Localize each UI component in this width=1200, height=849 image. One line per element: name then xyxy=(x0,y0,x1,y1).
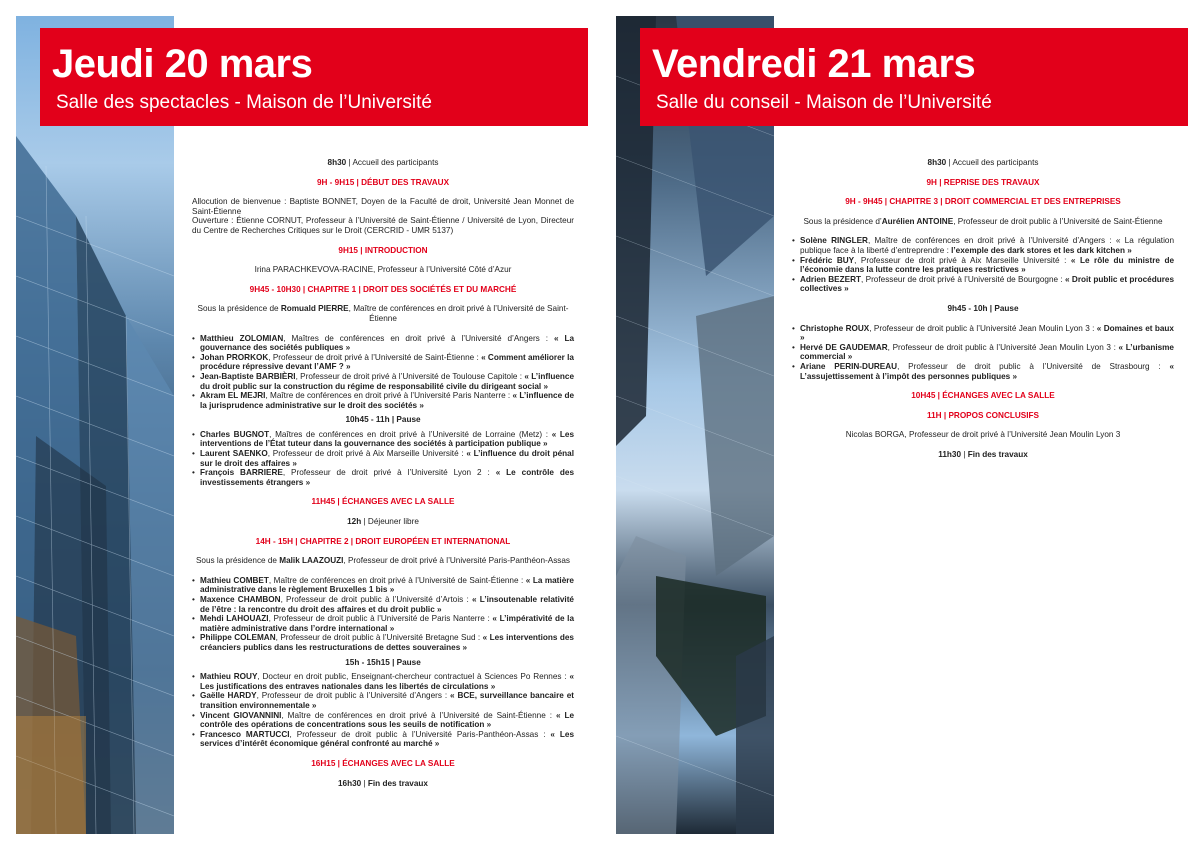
list-item: • Frédéric BUY, Professeur de droit privé à Aix Marseille Université : « Le rôle du ministre de l’économie dans la lutte contre les pratiques restrictives » xyxy=(792,256,1174,275)
chapter-2b-speakers xyxy=(192,672,574,749)
building-photo xyxy=(616,16,774,834)
list-item: • Laurent SAENKO, Professeur de droit privé à Aix Marseille Université : « L’influence du droit pénal sur le droit des affaires » xyxy=(192,449,574,468)
intro-speaker: Irina PARACHKEVOVA-RACINE, Professeur à l’Université Côté d’Azur xyxy=(254,265,512,275)
list-item: • Christophe ROUX, Professeur de droit public à l’Université Jean Moulin Lyon 3 : « Domaines et baux » xyxy=(792,324,1174,343)
building-photo xyxy=(16,16,174,834)
section-heading-introduction: 9H15 | INTRODUCTION xyxy=(338,245,428,255)
section-heading-chapter-3: 9H - 9H45 | CHAPITRE 3 | DROIT COMMERCIAL ET DES ENTREPRISES xyxy=(845,197,1121,207)
list-item: • Matthieu ZOLOMIAN, Maîtres de conférences en droit privé à l’Université d’Angers : « La gouvernance des sociétés publiques » xyxy=(192,334,574,353)
list-item: • Vincent GIOVANNINI, Maître de conférences en droit privé à l’Université de Saint-Étienne : « Le contrôle des opérations de concentrations sous les seuils de notification » xyxy=(192,711,574,730)
list-item: • Charles BUGNOT, Maîtres de conférences en droit privé à l’Université de Lorraine (Metz) : « Les interventions de l’État tuteur dans la gouvernance des sociétés à participation publique » xyxy=(192,430,574,449)
program-page-friday xyxy=(616,16,1188,834)
chapter-2-speakers xyxy=(192,576,574,653)
agenda-item-dejeuner: 12h | Déjeuner libre xyxy=(347,517,419,527)
list-item: • Adrien BEZERT, Professeur de droit privé à l’Université de Bourgogne : « Droit public et procédures collectives » xyxy=(792,275,1174,294)
conclusion-speaker: Nicolas BORGA, Professeur de droit privé à l’Université Jean Moulin Lyon 3 xyxy=(845,430,1121,440)
chapter-3b-speakers xyxy=(792,324,1174,382)
day-title: Vendredi 21 mars xyxy=(652,42,976,86)
list-item: • Philippe COLEMAN, Professeur de droit public à l’Université Bretagne Sud : « Les interventions des créanciers publics dans les restructurations de dettes souveraines » xyxy=(192,633,574,652)
section-heading-chapter-1: 9H45 - 10H30 | CHAPITRE 1 | DROIT DES SOCIÉTÉS ET DU MARCHÉ xyxy=(249,284,517,294)
agenda-item-fin: 11h30 | Fin des travaux xyxy=(938,449,1028,459)
chapter-2-chair: Sous la présidence de Malik LAAZOUZI, Professeur de droit privé à l’Université Paris-Panthéon-Assas xyxy=(195,556,571,566)
list-item: • Mathieu COMBET, Maître de conférences en droit privé à l’Université de Saint-Étienne : « La matière administrative dans le règlement Bruxelles 1 bis » xyxy=(192,576,574,595)
section-heading-propos: 11H | PROPOS CONCLUSIFS xyxy=(927,410,1039,420)
section-heading-reprise: 9H | REPRISE DES TRAVAUX xyxy=(926,177,1040,187)
chapter-1-chair: Sous la présidence de Romuald PIERRE, Maître de conférences en droit privé à l’Université de Saint-Étienne xyxy=(197,304,569,323)
day-title: Jeudi 20 mars xyxy=(52,42,313,86)
pause-2: 15h - 15h15 | Pause xyxy=(345,657,421,667)
list-item: • Johan PRORKOK, Professeur de droit privé à l’Université de Saint-Étienne : « Comment améliorer la procédure répressive devant l’AMF ? » xyxy=(192,353,574,372)
chapter-3-chair: Sous la présidence d’Aurélien ANTOINE, Professeur de droit public à l’Université de Saint-Étienne xyxy=(803,216,1163,226)
section-heading-echanges-2: 16H15 | ÉCHANGES AVEC LA SALLE xyxy=(311,758,455,768)
agenda-item-accueil: 8h30 | Accueil des participants xyxy=(327,158,439,167)
opening-paragraph: Ouverture : Étienne CORNUT, Professeur à l’Université de Saint-Étienne / Université de Lyon, Directeur du Centre de Recherches Critiques sur le Droit (CERCRID - UMR 5137) xyxy=(192,216,574,235)
list-item: • Ariane PERIN-DUREAU, Professeur de droit public à l’Université de Strasbourg : « L’assujettissement à l’impôt des personnes publiques » xyxy=(792,362,1174,381)
section-heading-echanges: 10H45 | ÉCHANGES AVEC LA SALLE xyxy=(911,391,1055,401)
section-heading-chapter-2: 14H - 15H | CHAPITRE 2 | DROIT EUROPÉEN ET INTERNATIONAL xyxy=(255,536,511,546)
program-page-thursday xyxy=(16,16,588,834)
list-item: • Francesco MARTUCCI, Professeur de droit public à l’Université Paris-Panthéon-Assas : « Les services d’intérêt économique général confronté au marché » xyxy=(192,730,574,749)
day-banner xyxy=(40,28,588,126)
list-item: • Maxence CHAMBON, Professeur de droit public à l’Université d’Artois : « L’insoutenable relativité de l’être : la rencontre du droit des affaires et du droit public » xyxy=(192,595,574,614)
list-item: • Mathieu ROUY, Docteur en droit public, Enseignant-chercheur contractuel à Sciences Po Rennes : « Les justifications des entraves nationales dans les libertés de circulations » xyxy=(192,672,574,691)
section-heading-echanges-1: 11H45 | ÉCHANGES AVEC LA SALLE xyxy=(311,497,455,507)
list-item: • François BARRIERE, Professeur de droit privé à l’Université Lyon 2 : « Le contrôle des investissements étrangers » xyxy=(192,468,574,487)
skyscraper-illustration xyxy=(616,16,774,834)
list-item: • Gaëlle HARDY, Professeur de droit public à l’Université d’Angers : « BCE, surveillance bancaire et transition environnementale » xyxy=(192,691,574,710)
chapter-1-speakers xyxy=(192,334,574,411)
pause-3: 9h45 - 10h | Pause xyxy=(947,303,1019,313)
program-content xyxy=(192,158,574,788)
skyscraper-illustration xyxy=(16,16,174,834)
list-item: • Akram EL MEJRI, Maître de conférences en droit privé à l’Université Paris Nanterre : « L’influence de la jurisprudence administrative sur le droit des sociétés » xyxy=(192,391,574,410)
venue-subtitle: Salle du conseil - Maison de l’Université xyxy=(656,92,992,113)
list-item: • Mehdi LAHOUAZI, Professeur de droit public à l’Université de Paris Nanterre : « L’impérativité de la matière administrative dans l’ordre international » xyxy=(192,614,574,633)
list-item: • Hervé DE GAUDEMAR, Professeur de droit public à l’Université Jean Moulin Lyon 3 : « L’urbanisme commercial » xyxy=(792,343,1174,362)
chapter-1b-speakers xyxy=(192,430,574,488)
program-content xyxy=(792,158,1174,459)
welcome-paragraph: Allocution de bienvenue : Baptiste BONNET, Doyen de la Faculté de droit, Université Jean Monnet de Saint-Étienne xyxy=(192,197,574,216)
chapter-3-speakers xyxy=(792,236,1174,294)
pause-1: 10h45 - 11h | Pause xyxy=(345,415,421,425)
agenda-item-fin: 16h30 | Fin des travaux xyxy=(338,778,428,788)
list-item: • Solène RINGLER, Maître de conférences en droit privé à l’Université d’Angers : « La régulation publique face à la liberté d’entreprendre : l’exemple des dark stores et les dark kitchen » xyxy=(792,236,1174,255)
section-heading-debut: 9H - 9H15 | DÉBUT DES TRAVAUX xyxy=(316,177,450,187)
agenda-item-accueil: 8h30 | Accueil des participants xyxy=(927,158,1039,167)
venue-subtitle: Salle des spectacles - Maison de l’Université xyxy=(56,92,432,113)
day-banner xyxy=(640,28,1188,126)
list-item: • Jean-Baptiste BARBIÈRI, Professeur de droit privé à l’Université de Toulouse Capitole : « L’influence du droit public sur la construction du régime de responsabilité civile du dirigeant social » xyxy=(192,372,574,391)
